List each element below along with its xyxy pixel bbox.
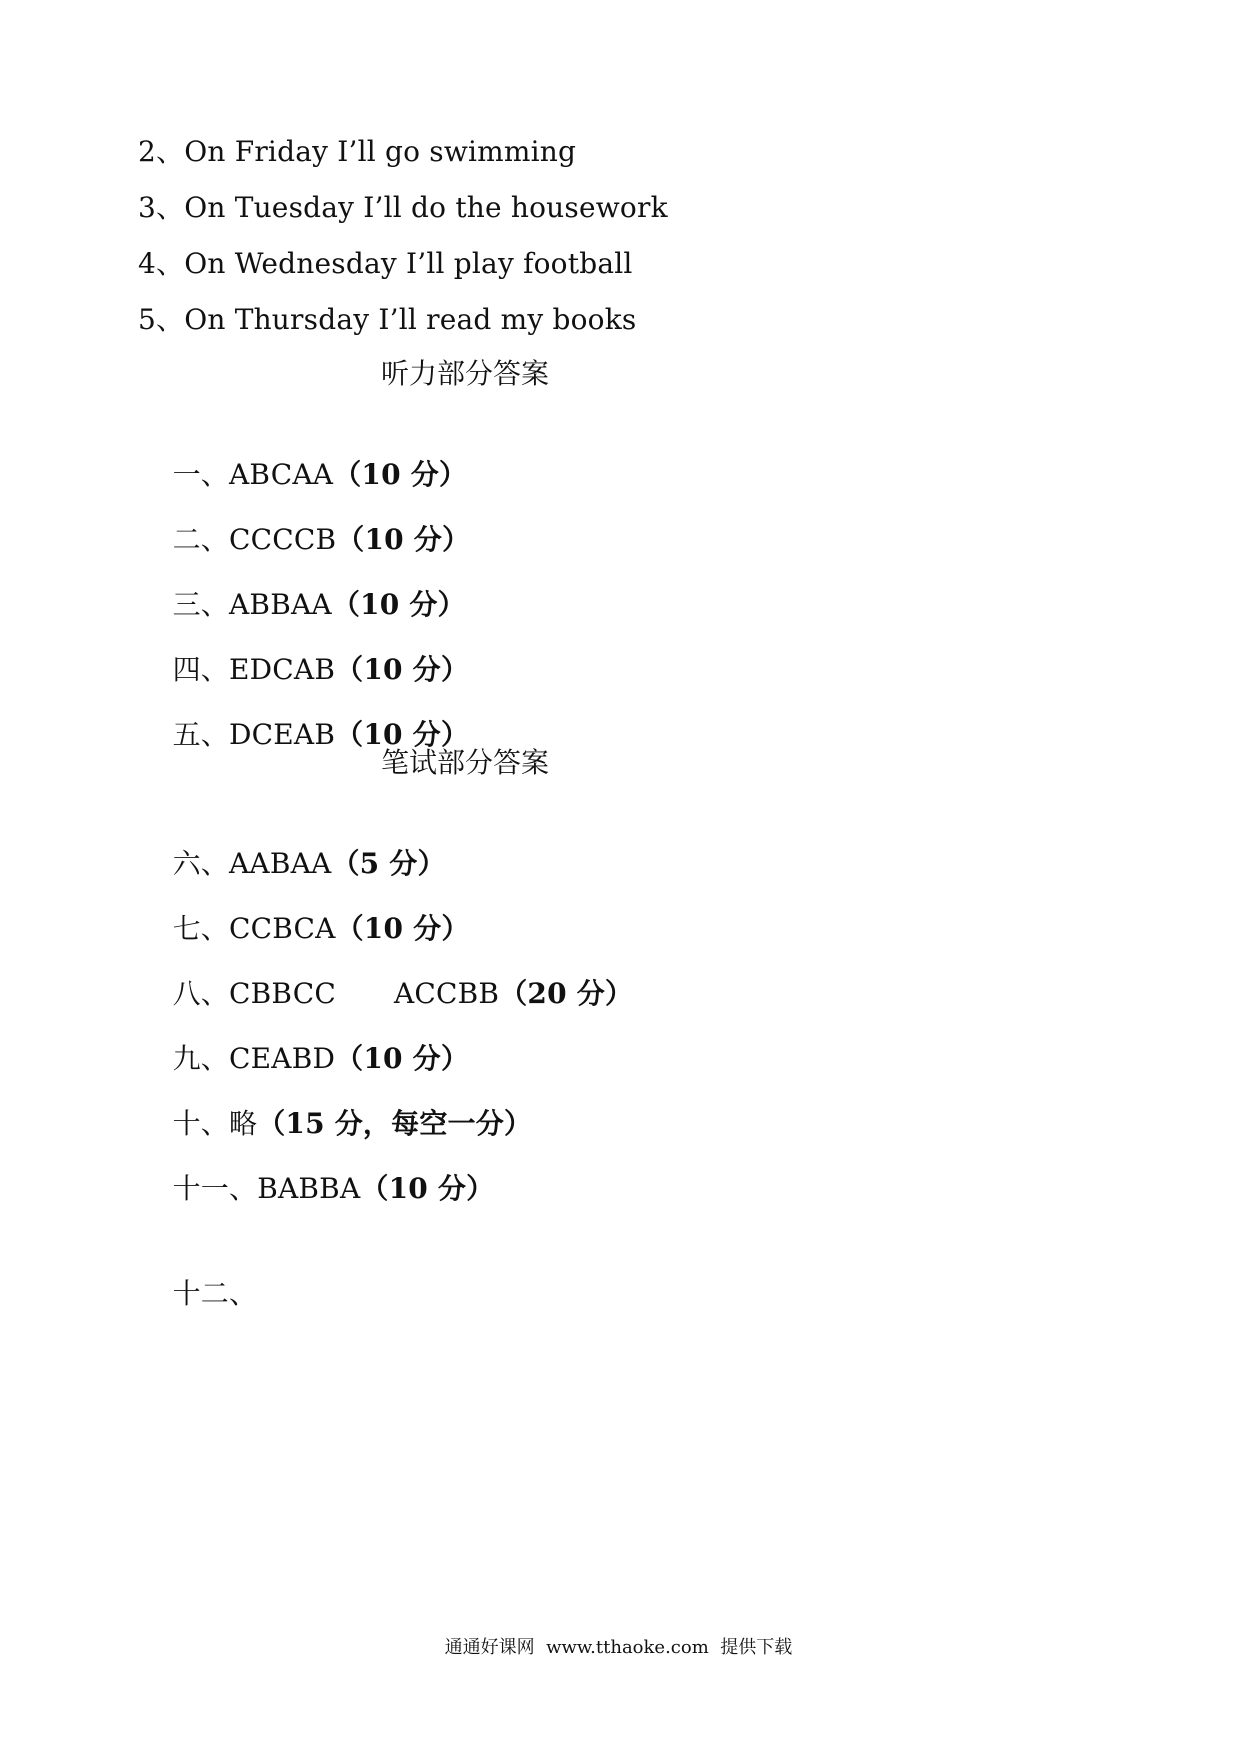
- answer-text: 一、ABCAA: [172, 458, 334, 491]
- writing-section-title: [0, 745, 1234, 781]
- sentence-item: 4、On Wednesday I’ll play football: [138, 247, 633, 280]
- answer-score: （10 分）: [333, 458, 468, 491]
- answer-score: （15 分，每空一分）: [257, 1107, 533, 1140]
- answer-text: 十一、BABBA: [172, 1172, 361, 1205]
- answer-row: [118, 1240, 257, 1348]
- answer-text: 八、CBBCC: [172, 977, 336, 1010]
- answer-text: 四、EDCAB: [172, 653, 336, 686]
- answer-score: （10 分）: [335, 912, 470, 945]
- page-footer: [0, 1612, 1234, 1684]
- answer-score: （10 分）: [336, 523, 471, 556]
- answer-text: 五、DCEAB: [172, 718, 336, 751]
- answer-score: （10 分）: [331, 588, 466, 621]
- answer-score: （10 分）: [335, 718, 470, 751]
- answer-score: （10 分）: [335, 653, 470, 686]
- answer-text: 三、ABBAA: [172, 588, 332, 621]
- answer-text: 十二、: [172, 1277, 258, 1310]
- sentence-item: 3、On Tuesday I’ll do the housework: [138, 191, 668, 224]
- answer-score: （5 分）: [331, 847, 446, 880]
- answer-text: 七、CCBCA: [172, 912, 336, 945]
- answer-score: （20 分）: [499, 977, 634, 1010]
- answer-score: （10 分）: [335, 1042, 470, 1075]
- writing-title-text: 笔试部分答案: [380, 746, 549, 779]
- answer-text: 九、CEABD: [172, 1042, 336, 1075]
- footer-text: 通通好课网 www.tthaoke.com 提供下载: [444, 1637, 793, 1658]
- sentence-item: 2、On Friday I’ll go swimming: [138, 135, 577, 168]
- listening-title-text: 听力部分答案: [380, 357, 549, 390]
- answer-score: （10 分）: [360, 1172, 495, 1205]
- answer-text-second: ACCBB: [393, 977, 500, 1010]
- listening-section-title: [0, 356, 1234, 392]
- answer-text: 六、AABAA: [172, 847, 332, 880]
- answer-row: [118, 1135, 494, 1243]
- sentence-item: 5、On Thursday I’ll read my books: [138, 303, 637, 336]
- answer-text: 十、略: [172, 1107, 258, 1140]
- answer-text: 二、CCCCB: [172, 523, 337, 556]
